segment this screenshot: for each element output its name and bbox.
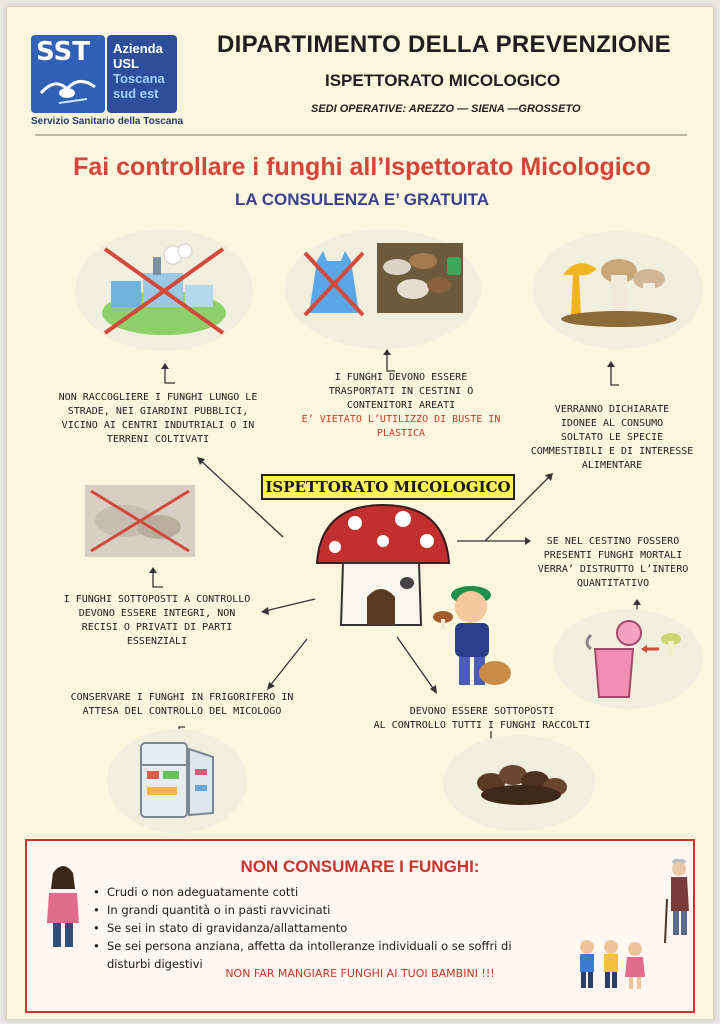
arrow-trasporto <box>387 353 395 371</box>
warning-item-3: • Se sei in stato di gravidanza/allattamento <box>107 921 347 935</box>
boy-mushroom-icon <box>431 577 519 697</box>
tip-trasporto-warning-1: E’ VIETATO L’UTILIZZO DI BUSTE IN <box>301 414 501 425</box>
pile-illustration <box>443 735 595 831</box>
main-title: Fai controllare i funghi all’Ispettorato Micologico <box>73 153 651 181</box>
center-label: ISPETTORATO MICOLOGICO <box>261 474 515 500</box>
warning-item-2: • In grandi quantità o in pasti ravvicinati <box>107 903 330 917</box>
logo-line-usl: USL <box>113 56 139 71</box>
logo-line-azienda: Azienda <box>113 41 163 56</box>
tip-mortali-line-4: QUANTITATIVO <box>576 578 650 589</box>
fridge-illustration <box>107 729 247 833</box>
tip-idonei-line-5: ALIMENTARE <box>581 460 643 471</box>
tip-idonei-line-2: IDONEE AL CONSUMO <box>560 418 664 429</box>
spoke-bottom-right <box>397 637 435 691</box>
tip-trasporto-line-1: I FUNGHI DEVONO ESSERE <box>334 372 468 383</box>
warning-item-4-continuation: disturbi digestivi <box>107 957 203 971</box>
tip-mortali-line-3: VERRA’ DISTRUTTO L’INTERO <box>537 564 689 575</box>
cut-mushroom-photo <box>85 485 195 557</box>
tip-idonei-line-4: COMMESTIBILI E DI INTERESSE <box>530 446 694 457</box>
tip-tutti <box>357 705 607 733</box>
department-title: DIPARTIMENTO DELLA PREVENZIONE <box>217 31 671 58</box>
tip-frigorifero-line-1: CONSERVARE I FUNGHI IN FRIGORIFERO IN <box>70 692 294 703</box>
warning-item-4: • Se sei persona anziana, affetta da intolleranze individuali o se soffri di <box>107 939 512 953</box>
mushroom-pile-icon <box>471 753 571 809</box>
tip-integri <box>47 593 267 649</box>
logo-line-toscana: Toscana <box>113 71 165 86</box>
trash-bin-icon <box>579 619 689 701</box>
sst-logo-text: SST <box>36 37 91 67</box>
fridge-icon <box>137 739 221 823</box>
woman-icon <box>41 863 85 949</box>
tip-raccolta <box>43 391 273 447</box>
tip-tutti-line-1: DEVONO ESSERE SOTTOPOSTI <box>409 706 555 717</box>
tip-trasporto <box>291 371 511 441</box>
warning-box <box>25 839 695 1013</box>
tip-raccolta-line-3: VICINO AI CENTRI INDUTRIALI O IN <box>61 420 255 431</box>
arrow-integri <box>153 571 163 587</box>
tip-trasporto-line-2: TRASPORTATI IN CESTINI O <box>328 386 474 397</box>
tip-tutti-line-2: AL CONTROLLO TUTTI I FUNGHI RACCOLTI <box>373 720 591 731</box>
servizio-label: Servizio Sanitario della Toscana <box>31 116 184 127</box>
tip-integri-line-3: RECISI O PRIVATI DI PARTI <box>81 622 233 633</box>
tip-idonei-line-1: VERRANNO DICHIARATE <box>554 404 670 415</box>
tip-raccolta-line-4: TERRENI COLTIVATI <box>106 434 210 445</box>
poster <box>6 6 714 1020</box>
tip-trasporto-warning-2: PLASTICA <box>376 428 426 439</box>
tip-integri-line-2: DEVONO ESSERE INTEGRI, NON <box>78 608 236 619</box>
tip-mortali <box>517 535 709 591</box>
warning-item-1: • Crudi o non adeguatamente cotti <box>107 885 298 899</box>
tip-integri-line-1: I FUNGHI SOTTOPOSTI A CONTROLLO <box>63 594 251 605</box>
tip-raccolta-line-1: NON RACCOGLIERE I FUNGHI LUNGO LE <box>58 392 258 403</box>
tip-frigorifero-line-2: ATTESA DEL CONTROLLO DEL MICOLOGO <box>82 706 282 717</box>
children-warning: NON FAR MANGIARE FUNGHI AI TUOI BAMBINI !!! <box>225 967 495 980</box>
arrow-raccolta <box>165 367 175 383</box>
arrow-idonei <box>611 365 619 385</box>
tip-mortali-line-1: SE NEL CESTINO FOSSERO <box>546 536 680 547</box>
tip-idonei <box>519 403 705 473</box>
children-icon <box>575 937 649 991</box>
tip-mortali-line-2: PRESENTI FUNGHI MORTALI <box>543 550 683 561</box>
warning-title: NON CONSUMARE I FUNGHI: <box>240 857 480 876</box>
elderly-woman-icon <box>663 859 691 943</box>
sedi-operative: SEDI OPERATIVE: AREZZO — SIENA —GROSSETO <box>311 103 581 115</box>
tip-trasporto-line-3: CONTENITORI AREATI <box>346 400 456 411</box>
bin-illustration <box>553 609 703 709</box>
logo-line-sudest: sud est <box>113 86 159 101</box>
tip-integri-line-4: ESSENZIALI <box>126 636 188 647</box>
subtitle: LA CONSULENZA E’ GRATUITA <box>234 190 490 209</box>
tip-idonei-line-3: SOLTATO LE SPECIE <box>560 432 664 443</box>
cut-mushroom-crossed-icon <box>85 485 195 557</box>
office-title: ISPETTORATO MICOLOGICO <box>325 71 561 90</box>
spoke-bottom-left <box>269 639 307 687</box>
tip-raccolta-line-2: STRADE, NEI GIARDINI PUBBLICI, <box>67 406 249 417</box>
tip-frigorifero <box>47 691 317 719</box>
